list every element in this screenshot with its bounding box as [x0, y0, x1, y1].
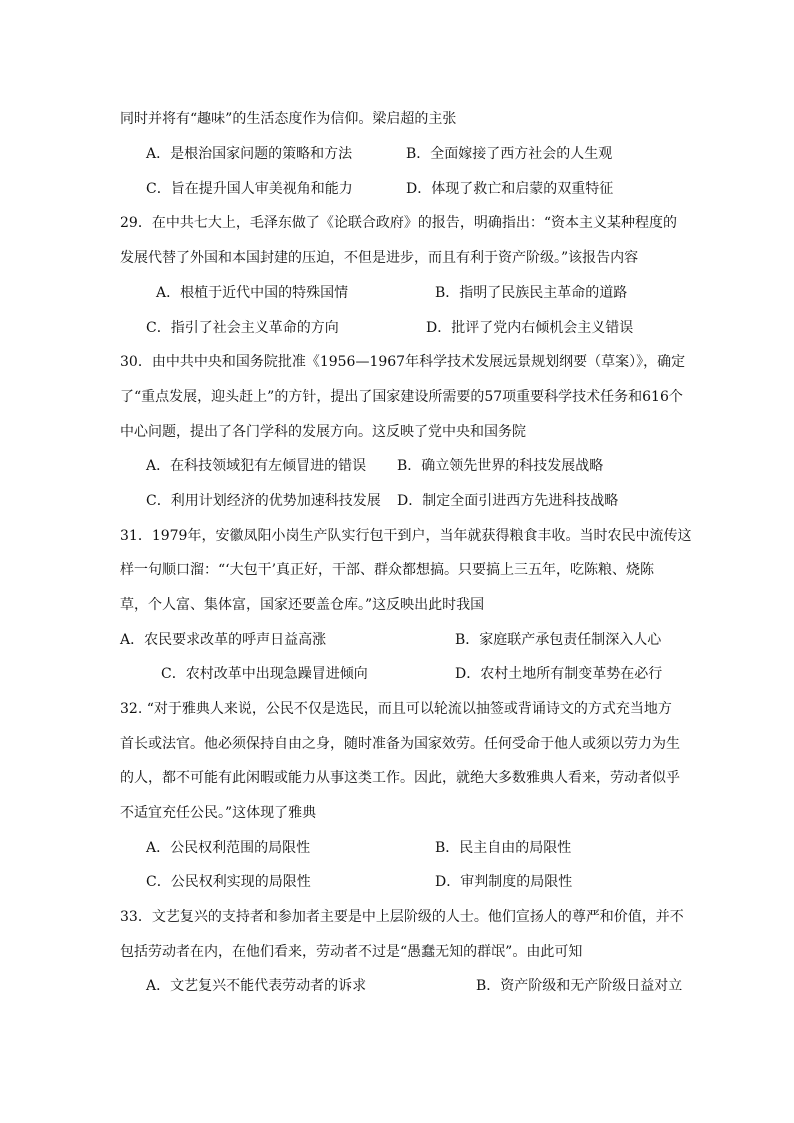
q28-option-d: D．体现了救亡和启蒙的双重特征	[406, 181, 614, 197]
q29-option-c: C．指引了社会主义革命的方向	[146, 320, 339, 336]
q29-option-a: A．根植于近代中国的特殊国情	[156, 285, 349, 301]
q30-option-d: D．制定全面引进西方先进科技战略	[397, 493, 619, 509]
q29-option-d: D．批评了党内右倾机会主义错误	[426, 320, 634, 336]
q29-stem-line-2: 发展代替了外国和本国封建的压迫，不但是进步，而且有利于资产阶级。”该报告内容	[120, 250, 639, 266]
q30-option-c: C．利用计划经济的优势加速科技发展	[146, 493, 381, 509]
q28-option-a: A．是根治国家问题的策略和方法	[146, 146, 353, 162]
q33-stem-line-2: 包括劳动者在内，在他们看来，劳动者不过是“愚蠢无知的群氓”。由此可知	[120, 944, 583, 960]
q30-stem-line-1: 30．由中共中央和国务院批准《1956—1967年科学技术发展远景规划纲要（草案）》，确定	[120, 354, 686, 370]
q28-option-c: C．旨在提升国人审美视角和能力	[146, 181, 353, 197]
q30-stem-line-3: 中心问题，提出了各门学科的发展方向。这反映了党中央和国务院	[120, 424, 526, 440]
q32-option-c: C．公民权利实现的局限性	[146, 874, 311, 890]
q30-option-b: B．确立领先世界的科技发展战略	[397, 458, 604, 474]
q33-stem-line-1: 33．文艺复兴的支持者和参加者主要是中上层阶级的人士。他们宣扬人的尊严和价值，并不	[120, 909, 684, 925]
q30-stem-line-2: 了“重点发展，迎头赶上”的方针，提出了国家建设所需要的57项重要科学技术任务和616个	[120, 389, 683, 405]
q32-option-a: A．公民权利范围的局限性	[146, 840, 311, 856]
q32-stem-line-1: 32. “对于雅典人来说，公民不仅是选民，而且可以轮流以抽签或背诵诗文的方式充当地方	[120, 701, 672, 717]
q28-option-b: B．全面嫁接了西方社会的人生观	[406, 146, 613, 162]
q33-option-b: B．资产阶级和无产阶级日益对立	[476, 978, 683, 994]
q31-option-d: D．农村土地所有制变革势在必行	[455, 666, 663, 682]
q29-option-b: B．指明了民族民主革命的道路	[435, 285, 628, 301]
q31-option-a: A．农民要求改革的呼声日益高涨	[120, 632, 327, 648]
question-28-stem-end: 同时并将有“趣味”的生活态度作为信仰。梁启超的主张	[120, 111, 457, 127]
q31-stem-line-3: 草，个人富、集体富，国家还要盖仓库。”这反映出此时我国	[120, 597, 485, 613]
q32-option-b: B．民主自由的局限性	[435, 840, 572, 856]
q31-stem-line-2: 样一句顺口溜：“‘大包干’真正好，干部、群众都想搞。只要搞上三五年，吃陈粮、烧陈	[120, 562, 655, 578]
q33-option-a: A．文艺复兴不能代表劳动者的诉求	[146, 978, 367, 994]
q32-option-d: D．审判制度的局限性	[435, 874, 573, 890]
q30-option-a: A．在科技领域犯有左倾冒进的错误	[146, 458, 367, 474]
q32-stem-line-3: 的人，都不可能有此闲暇或能力从事这类工作。因此，就绝大多数雅典人看来，劳动者似乎	[120, 770, 680, 786]
q31-option-b: B．家庭联产承包责任制深入人心	[455, 632, 662, 648]
q32-stem-line-2: 首长或法官。他必须保持自由之身，随时准备为国家效劳。任何受命于他人或须以劳力为生	[120, 736, 680, 752]
q31-option-c: C．农村改革中出现急躁冒进倾向	[161, 666, 368, 682]
q31-stem-line-1: 31．1979年，安徽凤阳小岗生产队实行包干到户，当年就获得粮食丰收。当时农民中流传这	[120, 528, 692, 544]
q32-stem-line-4: 不适宜充任公民。”这体现了雅典	[120, 805, 317, 821]
q29-stem-line-1: 29．在中共七大上，毛泽东做了《论联合政府》的报告，明确指出：“资本主义某种程度的	[120, 215, 677, 231]
